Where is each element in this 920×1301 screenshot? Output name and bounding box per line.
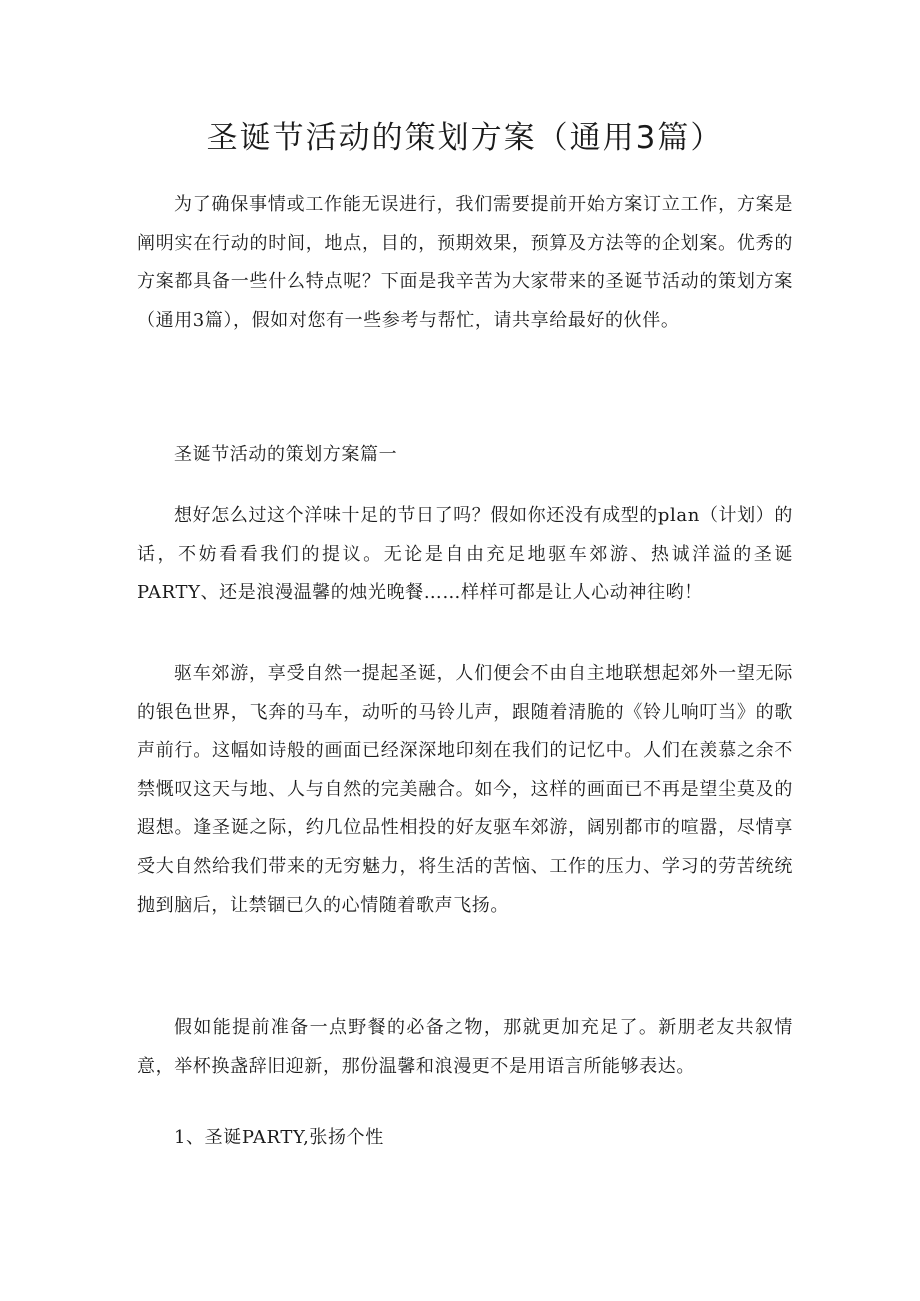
list-item-heading: 1、圣诞PARTY,张扬个性 <box>174 1127 384 1148</box>
document-title: 圣诞节活动的策划方案（通用3篇） <box>206 120 724 156</box>
intro-paragraph: 为了确保事情或工作能无误进行，我们需要提前开始方案订立工作，方案是阐明实在行动的时间，地点，目的，预期效果，预算及方法等的企划案。优秀的方案都具备一些什么特点呢？下面是我辛苦为大家带来的圣诞节活动的策划方案（通用3篇），假如对您有一些参考与帮忙，请共享给最好的伙伴。 <box>137 194 793 331</box>
section-heading: 圣诞节活动的策划方案篇一 <box>174 444 398 465</box>
body-paragraph: 想好怎么过这个洋味十足的节日了吗？假如你还没有成型的plan（计划）的话，不妨看看我们的提议。无论是自由充足地驱车郊游、热诚洋溢的圣诞PARTY、还是浪漫温馨的烛光晚餐……样样可都是让人心动神往哟！ <box>137 505 793 604</box>
body-paragraph: 驱车郊游，享受自然一提起圣诞，人们便会不由自主地联想起郊外一望无际的银色世界，飞奔的马车，动听的马铃儿声，跟随着清脆的《铃儿响叮当》的歌声前行。这幅如诗般的画面已经深深地印刻在我们的记忆中。人们在羡慕之余不禁慨叹这天与地、人与自然的完美融合。如今，这样的画面已不再是望尘莫及的遐想。逢圣诞之际，约几位品性相投的好友驱车郊游，阔别都市的喧嚣，尽情享受大自然给我们带来的无穷魅力，将生活的苦恼、工作的压力、学习的劳苦统统抛到脑后，让禁锢已久的心情随着歌声飞扬。 <box>137 663 793 916</box>
body-paragraph: 假如能提前准备一点野餐的必备之物，那就更加充足了。新朋老友共叙情意，举杯换盏辞旧迎新，那份温馨和浪漫更不是用语言所能够表达。 <box>137 1017 793 1077</box>
